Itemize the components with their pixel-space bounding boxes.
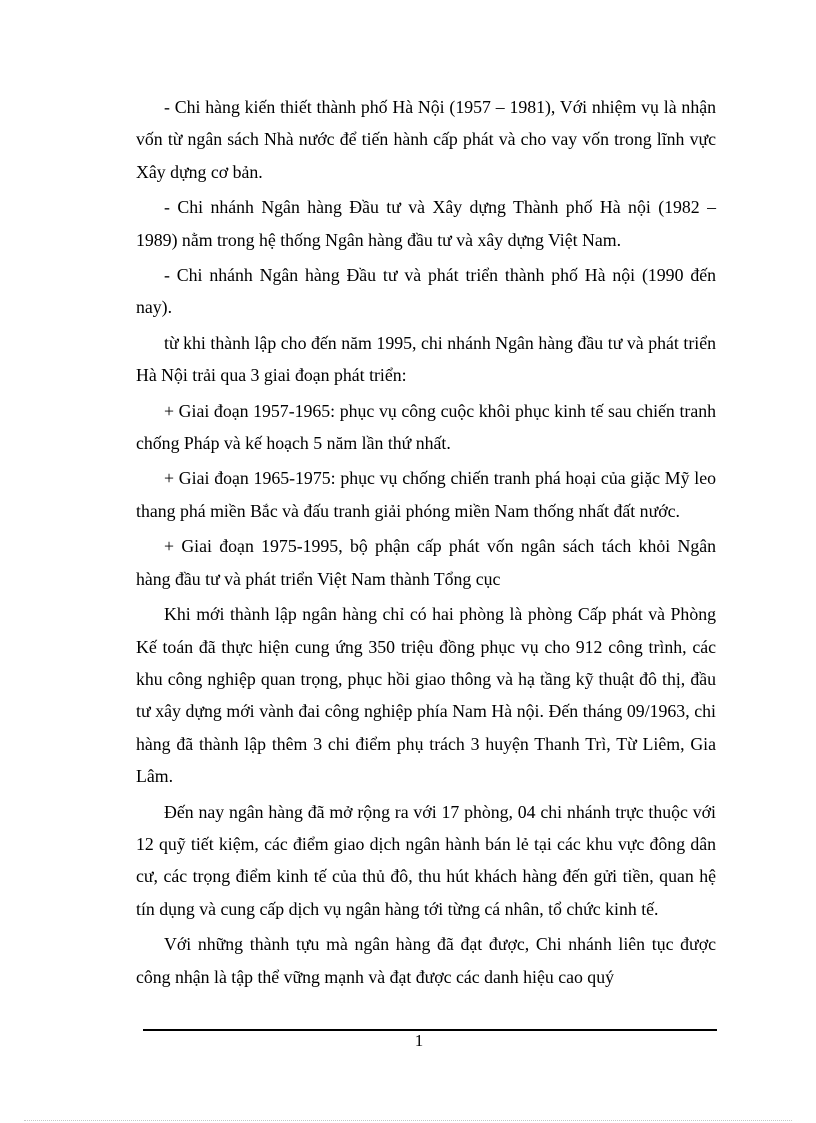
paragraph-branch-1990: - Chi nhánh Ngân hàng Đầu tư và phát triển thành phố Hà nội (1990 đến nay). [136, 265, 716, 318]
document-body [136, 91, 716, 996]
page-number: 1 [414, 1031, 424, 1050]
page-edge-guide [24, 1120, 792, 1121]
paragraph-three-stages-intro: từ khi thành lập cho đến năm 1995, chi nhánh Ngân hàng đầu tư và phát triển Hà Nội trải qua 3 giai đoạn phát triển: [136, 332, 716, 386]
paragraph-branch-1957: - Chi hàng kiến thiết thành phố Hà Nội (1957 – 1981), Với nhiệm vụ là nhận vốn từ ngân sách Nhà nước để tiến hành cấp phát và cho vay vốn trong lĩnh vực Xây dựng cơ bản. [136, 97, 716, 182]
paragraph-stage-1957-1965: + Giai đoạn 1957-1965: phục vụ công cuộc khôi phục kinh tế sau chiến tranh chống Pháp và kế hoạch 5 năm lần thứ nhất. [136, 400, 716, 454]
paragraph-branch-1982: - Chi nhánh Ngân hàng Đầu tư và Xây dựng Thành phố Hà nội (1982 – 1989) nằm trong hệ thống Ngân hàng đầu tư và xây dựng Việt Nam. [136, 197, 716, 250]
paragraph-stage-1975-1995: + Giai đoạn 1975-1995, bộ phận cấp phát vốn ngân sách tách khỏi Ngân hàng đầu tư và phát triển Việt Nam thành Tổng cục [136, 536, 716, 589]
paragraph-current-expansion: Đến nay ngân hàng đã mở rộng ra với 17 phòng, 04 chi nhánh trực thuộc với 12 quỹ tiết kiệm, các điểm giao dịch ngân hành bán lẻ tại các khu vực đông dân cư, các trọng điểm kinh tế của thủ đô, thu hút khách hàng đến gửi tiền, quan hệ tín dụng và cung cấp dịch vụ ngân hàng tới từng cá nhân, tổ chức kinh tế. [136, 801, 716, 919]
paragraph-founding-departments: Khi mới thành lập ngân hàng chỉ có hai phòng là phòng Cấp phát và Phòng Kế toán đã thực hiện cung ứng 350 triệu đồng phục vụ cho 912 công trình, các khu công nghiệp quan trọng, phục hồi giao thông và hạ tầng kỹ thuật đô thị, đầu tư xây dựng mới vành đai công nghiệp phía Nam Hà nội. Đến tháng 09/1963, chi hàng đã thành lập thêm 3 chi điểm phụ trách 3 huyện Thanh Trì, Từ Liêm, Gia Lâm. [136, 604, 716, 787]
paragraph-stage-1965-1975: + Giai đoạn 1965-1975: phục vụ chống chiến tranh phá hoại của giặc Mỹ leo thang phá miền Bắc và đấu tranh giải phóng miền Nam thống nhất đất nước. [136, 468, 716, 521]
paragraph-achievements: Với những thành tựu mà ngân hàng đã đạt được, Chi nhánh liên tục được công nhận là tập thể vững mạnh và đạt được các danh hiệu cao quý [136, 934, 716, 987]
